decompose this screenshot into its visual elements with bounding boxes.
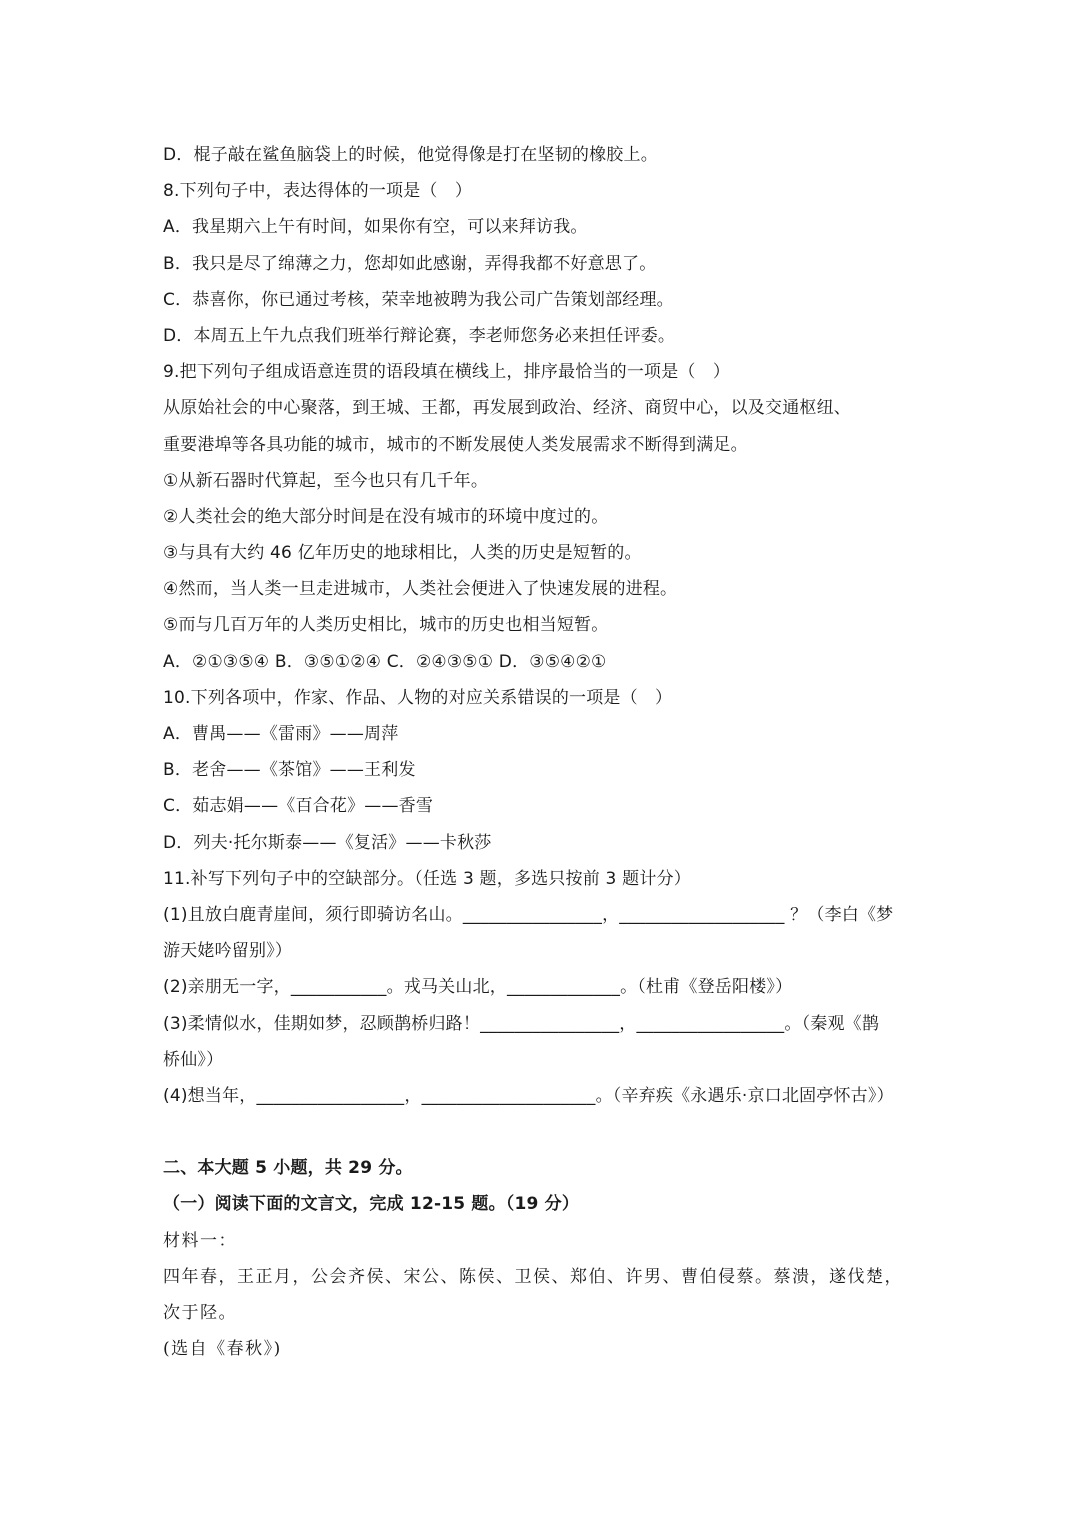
q11-stem: 11.补写下列句子中的空缺部分。（任选 3 题，多选只按前 3 题计分） [163,868,691,889]
q8-option-c: C．恭喜你，你已通过考核，荣幸地被聘为我公司广告策划部经理。 [163,289,674,310]
q8-option-a: A．我星期六上午有时间，如果你有空，可以来拜访我。 [163,217,588,238]
q9-sentence-2: ②人类社会的绝大部分时间是在没有城市的环境中度过的。 [163,506,609,527]
q8-option-d: D．本周五上午九点我们班举行辩论赛，李老师您务必来担任评委。 [163,325,676,346]
section-spacer [163,1114,923,1150]
passage-source: (选自《春秋》) [163,1339,282,1360]
q9-passage-line2: 重要港埠等各具功能的城市，城市的不断发展使人类发展需求不断得到满足。 [163,434,748,455]
q10-option-c: C．茹志娟——《百合花》——香雪 [163,796,434,817]
q9-sentence-1: ①从新石器时代算起，至今也只有几千年。 [163,470,489,491]
q9-sentence-4: ④然而，当人类一旦走进城市，人类社会便进入了快速发展的进程。 [163,579,678,600]
passage-line1: 四年春，王正月，公会齐侯、宋公、陈侯、卫侯、郑伯、许男、曹伯侵蔡。蔡溃，遂伐楚， [163,1266,903,1287]
document-content [163,137,923,1367]
q10-option-b: B．老舍——《茶馆》——王利发 [163,760,416,781]
q9-options: A．②①③⑤④ B．③⑤①②④ C．②④③⑤① D．③⑤④②① [163,651,607,672]
section-subheading: （一）阅读下面的文言文，完成 12-15 题。（19 分） [163,1194,580,1215]
q7-option-d: D．棍子敲在鲨鱼脑袋上的时候，他觉得像是打在坚韧的橡胶上。 [163,145,658,165]
q10-stem: 10.下列各项中，作家、作品、人物的对应关系错误的一项是（ ） [163,687,673,708]
q8-option-b: B．我只是尽了绵薄之力，您却如此感谢，弄得我都不好意思了。 [163,253,657,274]
q11-item-3-line1: (3)柔情似水，佳期如梦，忍顾鹊桥归路！________________，_________________。（秦观《鹊 [163,1013,880,1034]
q9-sentence-5: ⑤而与几百万年的人类历史相比，城市的历史也相当短暂。 [163,615,609,636]
passage-line2: 次于陉。 [163,1303,237,1323]
q11-item-4: (4)想当年，_________________，____________________。（辛弃疾《永遇乐·京口北固亭怀古》） [163,1085,894,1106]
q8-stem: 8.下列句子中，表达得体的一项是（ ） [163,181,473,202]
q9-passage-line1: 从原始社会的中心聚落，到王城、王都，再发展到政治、经济、商贸中心，以及交通枢纽、 [163,398,851,419]
q11-item-1-line1: (1)且放白鹿青崖间，须行即骑访名山。________________，___________________ ？（李白《梦 [163,904,894,925]
q11-item-2: (2)亲朋无一字，___________。戎马关山北，_____________。（杜甫《登岳阳楼》） [163,977,793,998]
q11-item-1-line2: 游天姥吟留别》） [163,941,293,962]
q10-option-d: D．列夫·托尔斯泰——《复活》——卡秋莎 [163,832,492,853]
section-heading: 二、本大题 5 小题，共 29 分。 [163,1158,413,1179]
q11-item-3-line2: 桥仙》） [163,1049,224,1070]
material-label: 材料一： [163,1230,237,1251]
q9-sentence-3: ③与具有大约 46 亿年历史的地球相比，人类的历史是短暂的。 [163,543,642,564]
q9-stem: 9.把下列句子组成语意连贯的语段填在横线上，排序最恰当的一项是（ ） [163,362,731,383]
q10-option-a: A．曹禺——《雷雨》——周萍 [163,724,399,744]
